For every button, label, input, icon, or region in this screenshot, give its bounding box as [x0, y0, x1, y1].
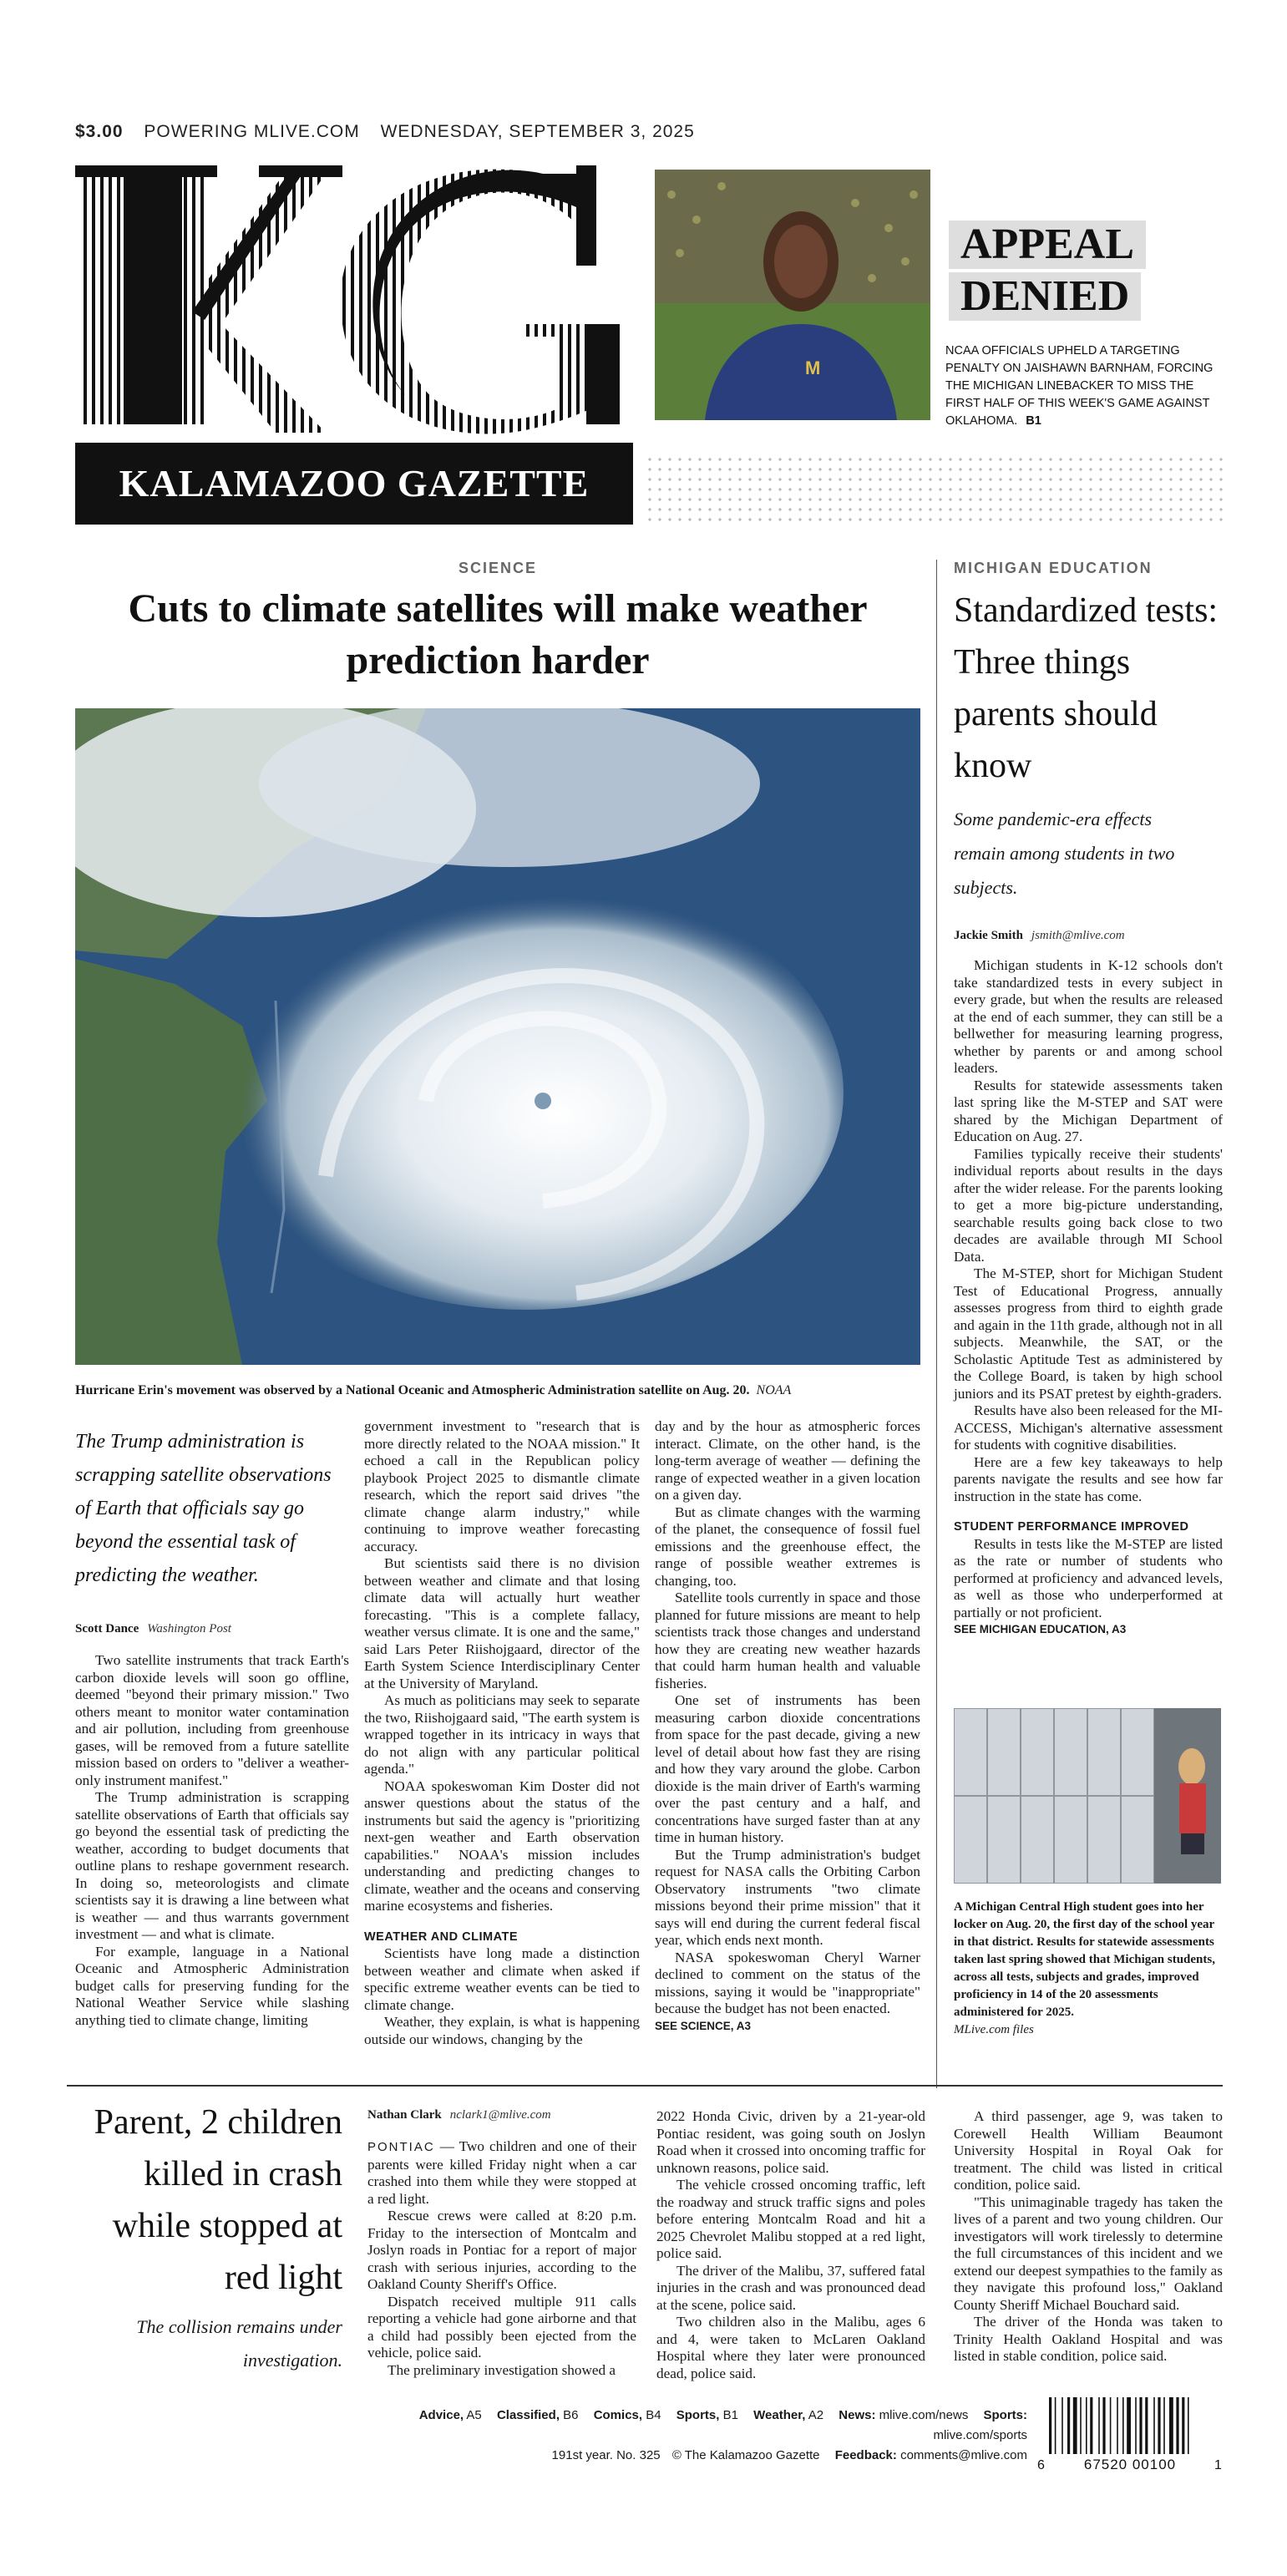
paragraph: Rescue crews were called at 8:20 p.m. Friday to the intersection of Montcalm and Joslyn roads in Pontiac for a report of major crash with serious injuries, according to the Oakland County Sheriff's Office. — [367, 2208, 636, 2292]
barcode-bar — [1090, 2397, 1092, 2454]
paragraph: The M-STEP, short for Michigan Student Test of Educational Progress, annually assesses progress from third to eighth grade and again in the 11th grade, although not in all subjects. Meanwhile, the SAT, or the Scholastic Aptitude Test as administered by the College Board, is taken by high school juniors and its PSAT pretest by eighth-graders. — [954, 1265, 1223, 1402]
paragraph: As much as politicians may seek to separate the two, Riishojgaard said, "The earth system is wrapped together in its intricacy in ways that do not align with any particular political agenda." — [364, 1692, 640, 1777]
rail-photo-caption — [954, 1899, 1221, 2039]
paragraph: Dispatch received multiple 911 calls reporting a vehicle had gone airborne and that a child had possibly been ejected from the vehicle, police said. — [367, 2293, 636, 2360]
paragraph: Families typically receive their students' individual reports about results in the days after the wider release. For the parents looking to get a more big-picture understanding, searchable results going back close to two decades are available through MI School Data. — [954, 1145, 1223, 1265]
paragraph: NASA spokeswoman Cheryl Warner declined to comment on the status of the missions, saying it would be "inappropriate" because the budget has not been enacted. — [655, 1949, 920, 2016]
paragraph: Here are a few key takeaways to help parents navigate the results and see how far instruction in the state has come. — [954, 1453, 1223, 1504]
main-caption-credit: NOAA — [756, 1383, 792, 1397]
crash-lede: — Two children and one of their parents were killed Friday night when a car crashed into them while they were stopped at a red light. — [367, 2138, 636, 2207]
barcode-bar — [1182, 2397, 1184, 2454]
tease-headline[interactable] — [949, 221, 1149, 324]
rail-story-kicker: MICHIGAN EDUCATION — [954, 560, 1153, 576]
copyright: © The Kalamazoo Gazette — [671, 2448, 820, 2462]
paragraph: The vehicle crossed oncoming traffic, left the roadway and struck traffic signs and poles before entering Montcalm Road and hit a 2025 Chevrolet Malibu stopped at a red light, police said. — [656, 2177, 925, 2261]
tease-photo[interactable] — [655, 170, 930, 420]
rail-byline-email[interactable]: jsmith@mlive.com — [1031, 929, 1125, 942]
main-story-column-1 — [75, 1652, 349, 2029]
halftone-dots — [645, 454, 1223, 521]
paragraph: The driver of the Malibu, 37, suffered fatal injuries in the crash and was pronounced dead at the scene, police said. — [656, 2262, 925, 2313]
logo-letter-k — [75, 165, 342, 433]
paragraph: day and by the hour as atmospheric forces interact. Climate, on the other hand, is the long-term average of weather — defining the range of expected weather in a given location on a given day. — [655, 1418, 920, 1503]
locker-photo[interactable] — [954, 1708, 1221, 1884]
paragraph: But scientists said there is no division between weather and climate and that losing climate data will actually hurt weather forecasting. "This is a complete fallacy, weather versus climate. It is one and the same," said Lars Peter Riishojgaard, director of the Earth System Science Interdisciplinary Center at the University of Maryland. — [364, 1555, 640, 1691]
paragraph: But the Trump administration's budget request for NASA calls the Orbiting Carbon Observatory instruments "two climate missions beyond their prime mission" that it says will end during the current federal fiscal year, which ends next month. — [655, 1846, 920, 1948]
issue-date: WEDNESDAY, SEPTEMBER 3, 2025 — [380, 122, 695, 141]
barcode-bar — [1067, 2397, 1070, 2454]
barcode-bar — [1080, 2397, 1082, 2454]
index-comics-page[interactable]: B4 — [646, 2408, 661, 2422]
index-line-1 — [334, 2406, 1027, 2446]
barcode-bar — [1153, 2397, 1155, 2454]
barcode-bar — [1188, 2397, 1189, 2454]
paragraph: One set of instruments has been measuring carbon dioxide concentrations from space for the past decade, giving a new level of detail about how fast they are rising and how they vary around the globe. Carbon dioxide is the main driver of Earth's warming over the past century and a half, and concentrations have surged faster than at any time in human history. — [655, 1692, 920, 1845]
index-sports-url[interactable]: mlive.com/sports — [933, 2428, 1027, 2442]
rail-story-byline — [954, 929, 1229, 943]
tease-page-ref[interactable]: B1 — [1026, 414, 1041, 428]
rail-story-headline[interactable]: Standardized tests: Three things parents should know — [954, 591, 1219, 785]
barcode-bar — [1163, 2397, 1165, 2454]
paragraph: Two satellite instruments that track Earth's carbon dioxide levels will soon go offline, deemed "beyond their primary mission." Two others meant to monitor water contamination and air pollution, including from greenhouse gases, will be removed from a future satellite mission based on orders to "deliver a weather-only instrument manifest." — [75, 1652, 349, 1788]
barcode-bar — [1176, 2397, 1178, 2454]
barcode-bar — [1086, 2397, 1087, 2454]
barcode-bar — [1049, 2397, 1051, 2454]
price: $3.00 — [75, 122, 124, 141]
index-advice-page[interactable]: A5 — [466, 2408, 482, 2422]
section-divider — [67, 2085, 1223, 2087]
paragraph — [367, 2138, 636, 2208]
main-story-deck: The Trump administration is scrapping satellite observations of Earth that officials say go beyond the essential task of predicting the weather. — [75, 1431, 332, 1586]
page-index — [334, 2406, 1027, 2466]
rail-byline-name: Jackie Smith — [954, 929, 1023, 942]
index-weather-page[interactable]: A2 — [808, 2408, 824, 2422]
main-caption-text: Hurricane Erin's movement was observed by a National Oceanic and Atmospheric Administration satellite on Aug. 20. — [75, 1383, 750, 1397]
barcode-digit-right: 1 — [1214, 2458, 1222, 2472]
barcode-bar — [1122, 2397, 1124, 2454]
paragraph: Results have also been released for the MI-ACCESS, Michigan's alternative assessment for students with cognitive disabilities. — [954, 1402, 1223, 1453]
paragraph: Two children also in the Malibu, ages 6 and 4, were taken to McLaren Oakland Hospital where they later were pronounced dead, police said. — [656, 2314, 925, 2381]
main-story-jump-link[interactable]: SEE SCIENCE, A3 — [655, 2019, 752, 2032]
tagline: POWERING MLIVE.COM — [144, 122, 360, 141]
rail-caption-credit: MLive.com files — [954, 2023, 1034, 2036]
barcode-bar — [1117, 2397, 1118, 2454]
main-byline-org: Washington Post — [147, 1622, 231, 1635]
barcode-bar — [1135, 2397, 1137, 2454]
feedback-email[interactable]: comments@mlive.com — [900, 2448, 1027, 2462]
barcode-bar — [1158, 2397, 1160, 2454]
svg-text:M: M — [805, 357, 821, 378]
main-story-column-3 — [655, 1418, 920, 2035]
paper-name: KALAMAZOO GAZETTE — [119, 462, 590, 505]
logo-letter-g — [340, 165, 620, 434]
tease-headline-line1: APPEAL — [949, 221, 1146, 269]
barcode-bar — [1169, 2397, 1173, 2454]
index-news-label: News: — [839, 2408, 876, 2422]
paragraph: The preliminary investigation showed a — [388, 2361, 616, 2378]
paragraph: Weather, they explain, is what is happening outside our windows, changing by the — [364, 2014, 640, 2047]
paragraph: For example, language in a National Oceanic and Atmospheric Administration budget calls for preserving funding for the National Weather Service while slashing anything tied to climate change, limiting — [75, 1943, 349, 2028]
paragraph: Scientists have long made a distinction between weather and climate when asked if specific extreme weather events can be tied to climate change. — [364, 1945, 640, 2013]
rail-caption-text: A Michigan Central High student goes into her locker on Aug. 20, the first day of the school year in that district. Results for statewide assessments taken last spring showed that Michigan students, across all tests, subjects and grades, improved proficiency in 14 of the 20 assessments administered for 2025. — [954, 1900, 1215, 2019]
column-divider — [936, 560, 937, 2088]
hurricane-satellite-photo[interactable] — [75, 708, 920, 1365]
index-classified-label: Classified, — [496, 2408, 560, 2422]
paragraph: Results for statewide assessments taken last spring like the M-STEP and SAT were shared by the Michigan Department of Education on Aug. 27. — [954, 1077, 1223, 1144]
tease-text — [945, 342, 1221, 430]
crash-story-column-3 — [954, 2108, 1223, 2366]
index-sports-label: Sports, — [676, 2408, 720, 2422]
index-comics-label: Comics, — [593, 2408, 643, 2422]
rail-story-subhead: STUDENT PERFORMANCE IMPROVED — [954, 1520, 1189, 1534]
index-sports-page[interactable]: B1 — [722, 2408, 738, 2422]
crash-story-headline[interactable]: Parent, 2 children killed in crash while stopped at red light — [94, 2103, 342, 2297]
masthead-topline — [75, 122, 695, 142]
crash-story-deck: The collision remains under investigation. — [136, 2316, 342, 2371]
paragraph: But as climate changes with the warming of the planet, the consequence of fossil fuel emissions and the greenhouse effect, the range of possible weather extremes is changing, too. — [655, 1504, 920, 1589]
main-story-kicker: SCIENCE — [458, 560, 537, 576]
kalamazoo-gazette-logo[interactable] — [75, 157, 633, 525]
barcode-bar — [1127, 2397, 1131, 2454]
barcode-digit-left: 6 — [1037, 2458, 1045, 2472]
paragraph: Results in tests like the M-STEP are listed as the rate or number of students who performed at proficiency and advanced levels, as well as those who underperformed at partially or not proficient. — [954, 1535, 1223, 1620]
paragraph: Satellite tools currently in space and those planned for future missions are meant to help scientists track those changes and understand how they are creating new weather hazards that could harm human health and valuable fisheries. — [655, 1590, 920, 1691]
rail-story-deck: Some pandemic-era effects remain among students in two subjects. — [954, 809, 1175, 898]
rail-story-body — [954, 957, 1223, 1639]
feedback-label: Feedback: — [834, 2448, 897, 2462]
year-number: 191st year. No. 325 — [551, 2448, 661, 2462]
index-line-2 — [334, 2446, 1027, 2466]
paragraph: 2022 Honda Civic, driven by a 21-year-old Pontiac resident, was going south on Joslyn Road when it crossed into oncoming traffic for unknown reasons, police said. — [656, 2108, 925, 2176]
barcode-bar — [1098, 2397, 1100, 2454]
main-story-subhead: WEATHER AND CLIMATE — [364, 1929, 519, 1944]
index-advice-label: Advice, — [418, 2408, 464, 2422]
barcode-bar — [1055, 2397, 1056, 2454]
paragraph: "This unimaginable tragedy has taken the lives of a parent and two young children. Our investigators will work tirelessly to determine the full circumstances of this incident and we extend our deepest sympathies to the family as they navigate this profound loss," Oakland County Sheriff Michael Bouchard said. — [954, 2193, 1223, 2313]
paragraph: The driver of the Honda was taken to Trinity Health Oakland Hospital and was listed in stable condition, police said. — [954, 2314, 1223, 2364]
barcode-bar — [1062, 2397, 1063, 2454]
barcode-bar — [1110, 2397, 1112, 2454]
paragraph: government investment to "research that is more directly related to the NOAA mission." It echoed a call in the Republican policy playbook Project 2025 to dismantle climate research, which the report said drives "the climate change alarm industry," while continuing to improve weather forecasting accuracy. — [364, 1418, 640, 1554]
main-byline-name: Scott Dance — [75, 1622, 139, 1635]
crash-story-column-2 — [656, 2108, 925, 2382]
index-weather-label: Weather, — [753, 2408, 806, 2422]
tease-headline-line2: DENIED — [949, 272, 1141, 321]
barcode-number: 67520 00100 — [1083, 2457, 1177, 2472]
crash-story-byline — [367, 2108, 643, 2122]
index-classified-page[interactable]: B6 — [563, 2408, 579, 2422]
crash-byline-name: Nathan Clark — [367, 2108, 442, 2122]
paragraph: Michigan students in K-12 schools don't take standardized tests in every subject in every grade, but when the results are released at the end of each summer, they can still be a bellwether for measuring learning progress, whether by parents or and among school leaders. — [954, 957, 1223, 1076]
barcode-bar — [1102, 2397, 1105, 2454]
main-story-column-2 — [364, 1418, 640, 2048]
barcode-bar — [1145, 2397, 1148, 2454]
paragraph: A third passenger, age 9, was taken to Corewell Health William Beaumont University Hospital in Royal Oak for treatment. The child was listed in critical condition, police said. — [954, 2108, 1223, 2193]
crash-story-column-1 — [367, 2138, 636, 2379]
barcode — [1036, 2397, 1224, 2472]
crash-byline-email[interactable]: nclark1@mlive.com — [449, 2108, 551, 2122]
index-sports-web-label: Sports: — [983, 2408, 1027, 2422]
main-story-byline — [75, 1622, 341, 1636]
rail-story-jump-link[interactable]: SEE MICHIGAN EDUCATION, A3 — [954, 1623, 1127, 1635]
paragraph: NOAA spokeswoman Kim Doster did not answer questions about the status of the instruments but said the agency is "prioritizing next-gen weather and Earth observation capabilities." NOAA's mission includes understanding and predicting changes to climate, weather and the oceans and conserving marine ecosystems and fisheries. — [364, 1777, 640, 1914]
main-story-headline[interactable]: Cuts to climate satellites will make weather prediction harder — [128, 586, 868, 682]
tease-summary: NCAA OFFICIALS UPHELD A TARGETING PENALTY ON JAISHAWN BARNHAM, FORCING THE MICHIGAN LINEBACKER TO MISS THE FIRST HALF OF THIS WEEK'S GAME AGAINST OKLAHOMA. — [945, 344, 1214, 428]
barcode-bar — [1139, 2397, 1142, 2454]
crash-dateline: PONTIAC — [367, 2140, 435, 2154]
barcode-bar — [1073, 2397, 1077, 2454]
paragraph: The Trump administration is scrapping satellite observations of Earth that officials say go beyond the essential task of predicting the weather, according to budget documents that outline plans to reshape government research. In doing so, meteorologists and climate scientists say it is drawing a line between what is weather — and thus warrants government investment — and what is climate. — [75, 1789, 349, 1942]
index-news-url[interactable]: mlive.com/news — [879, 2408, 969, 2422]
main-photo-caption — [75, 1383, 920, 1398]
